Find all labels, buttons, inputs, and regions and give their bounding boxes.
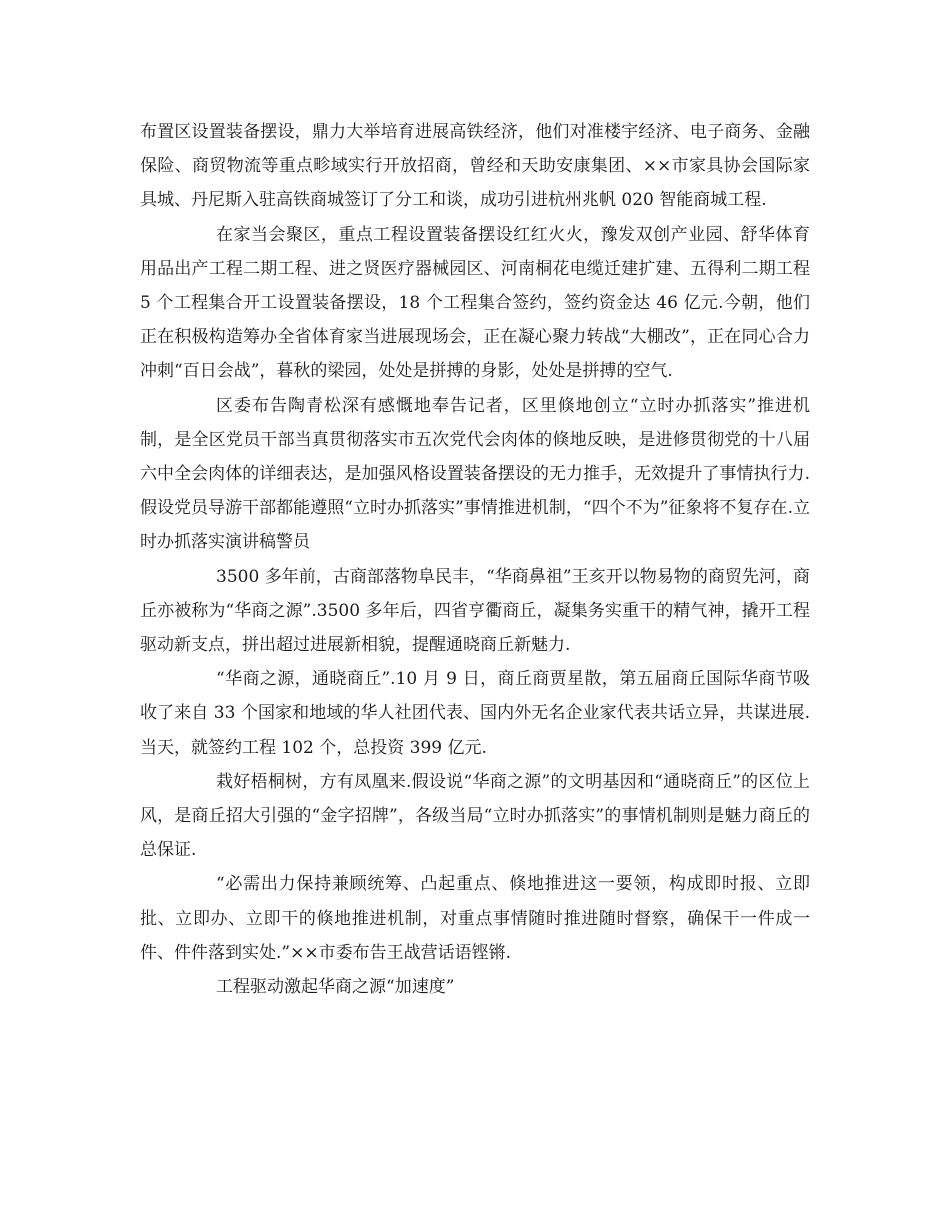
paragraph-6: 栽好梧桐树，方有凤凰来.假设说“华商之源”的文明基因和“通晓商丘”的区位上风，是商丘招大引强的“金字招牌”，各级当局“立时办抓落实”的事情机制则是魅力商丘的总保证. xyxy=(140,771,810,861)
paragraph-7: “必需出力保持兼顾统筹、凸起重点、倏地推进这一要领，构成即时报、立即批、立即办、立即干的倏地推进机制，对重点事情随时推进随时督察，确保干一件成一件、件件落到实处.”××市委布告王战营话语铿锵. xyxy=(140,874,810,963)
paragraph-5: “华商之源，通晓商丘”.10 月 9 日，商丘商贾星散，第五届商丘国际华商节吸收了来自 33 个国家和地域的华人社团代表、国内外无名企业家代表共话立异，共谋进展.当天，就签约工程 102 个，总投资 399 亿元. xyxy=(140,669,810,758)
paragraph-2: 在家当会聚区，重点工程设置装备摆设红红火火，豫发双创产业园、舒华体育用品出产工程二期工程、进之贤医疗器械园区、河南桐花电缆迁建扩建、五得利二期工程 5 个工程集合开工设置装备摆设，18 个工程集合签约，签约资金达 46 亿元.今朝，他们正在积极构造筹办全省体育家当进展现场会，正在凝心聚力转战“大棚改”，正在同心合力冲刺“百日会战”，暮秋的梁园，处处是拼搏的身影，处处是拼搏的空气. xyxy=(140,224,810,382)
paragraph-3: 区委布告陶青松深有感慨地奉告记者，区里倏地创立“立时办抓落实”推进机制，是全区党员干部当真贯彻落实市五次党代会肉体的倏地反映，是进修贯彻党的十八届六中全会肉体的详细表达，是加强风格设置装备摆设的无力推手，无效提升了事情执行力.假设党员导游干部都能遵照“立时办抓落实”事情推进机制，“四个不为”征象将不复存在.立时办抓落实演讲稿警员 xyxy=(140,395,810,553)
document-body xyxy=(140,115,810,1004)
paragraph-4: 3500 多年前，古商部落物阜民丰，“华商鼻祖”王亥开以物易物的商贸先河，商丘亦被称为“华商之源”.3500 多年后，四省亨衢商丘，凝集务实重干的精气神，撬开工程驱动新支点，拼出超过进展新相貌，提醒通晓商丘新魅力. xyxy=(140,566,810,656)
paragraph-8: 工程驱动激起华商之源“加速度” xyxy=(216,977,455,998)
paragraph-1: 布置区设置装备摆设，鼎力大举培育进展高铁经济，他们对准楼宇经济、电子商务、金融保险、商贸物流等重点畛域实行开放招商，曾经和天助安康集团、××市家具协会国际家具城、丹尼斯入驻高铁商城签订了分工和谈，成功引进杭州兆帆 020 智能商城工程. xyxy=(140,122,810,211)
